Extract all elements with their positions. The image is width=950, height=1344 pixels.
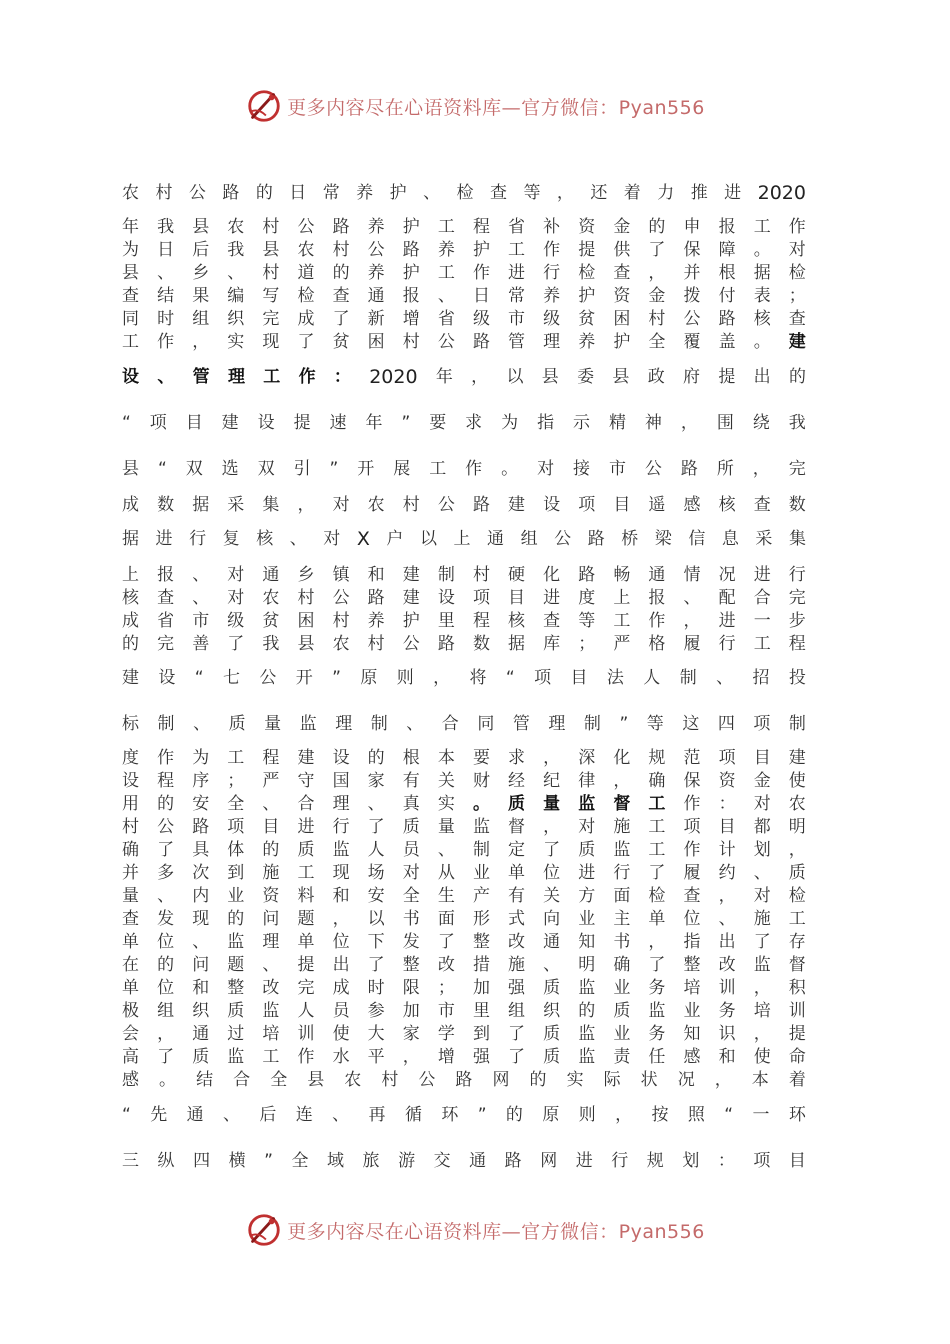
banner-text: 更多内容尽在心语资料库—官方微信：Pyan556 [287,96,705,119]
text-line: 在 的 问 题 、 提 出 了 整 改 措 施 、 明 确 了 整 改 监 督 [122,955,806,975]
text-line: 单 位 和 整 改 完 成 时 限 ； 加 强 质 监 业 务 培 训 ， 积 [122,978,806,998]
text-line: “ 先 通 、 后 连 、 再 循 环 ” 的 原 则 ， 按 照 “ 一 环 [122,1105,806,1125]
text-line: 据 进 行 复 核 、 对 X 户 以 上 通 组 公 路 桥 梁 信 息 采 集 [122,528,806,550]
text-line: 村 公 路 项 目 进 行 了 质 量 监 督 ， 对 施 工 项 目 都 明 [122,817,806,837]
text-line: 并 多 次 到 施 工 现 场 对 从 业 单 位 进 行 了 履 约 、 质 [122,863,806,883]
pen-seal-icon [245,1211,283,1249]
text-line: 三 纵 四 横 ” 全 域 旅 游 交 通 路 网 进 行 规 划 ： 项 目 [122,1151,806,1171]
wechat-id: Pyan556 [618,1220,705,1243]
wechat-id: Pyan556 [618,96,705,119]
text-line: 建 设 “ 七 公 开 ” 原 则 ， 将 “ 项 目 法 人 制 、 招 投 [122,668,806,688]
text-line: 标 制 、 质 量 监 理 制 、 合 同 管 理 制 ” 等 这 四 项 制 [122,714,806,734]
text-line: 查 发 现 的 问 题 ， 以 书 面 形 式 向 业 主 单 位 、 施 工 [122,909,806,929]
text-line: 确 了 具 体 的 质 监 人 员 、 制 定 了 质 监 工 作 计 划 ， [122,840,806,860]
text-line: 工 作 ， 实 现 了 贫 困 村 公 路 管 理 养 护 全 覆 盖 。 建 [122,332,806,352]
text-line: 设 、 管 理 工 作 ： 2020 年 ， 以 县 委 县 政 府 提 出 的 [122,366,806,388]
text-line: 成 省 市 级 贫 困 村 养 护 里 程 核 查 等 工 作 ， 进 一 步 [122,611,806,631]
text-line: 上 报 、 对 通 乡 镇 和 建 制 村 硬 化 路 畅 通 情 况 进 行 [122,565,806,585]
text-line: 感 。 结 合 全 县 农 村 公 路 网 的 实 际 状 况 ， 本 着 [122,1070,806,1090]
text-line: 农 村 公 路 的 日 常 养 护 、 检 查 等 ， 还 着 力 推 进 2020 [122,182,806,204]
text-line: 县 “ 双 选 双 引 ” 开 展 工 作 。 对 接 市 公 路 所 ， 完 [122,459,806,479]
text-line: 查 结 果 编 写 检 查 通 报 、 日 常 养 护 资 金 拨 付 表 ； [122,286,806,306]
text-line: 为 日 后 我 县 农 村 公 路 养 护 工 作 提 供 了 保 障 。 对 [122,240,806,260]
text-line: 用 的 安 全 、 合 理 、 真 实 。 质 量 监 督 工 作 ： 对 农 [122,794,806,814]
text-line: 成 数 据 采 集 ， 对 农 村 公 路 建 设 项 目 遥 感 核 查 数 [122,495,806,515]
text-line: 设 程 序 ； 严 守 国 家 有 关 财 经 纪 律 ， 确 保 资 金 使 [122,771,806,791]
text-line: 量 、 内 业 资 料 和 安 全 生 产 有 关 方 面 检 查 ， 对 检 [122,886,806,906]
text-line: 会 ， 通 过 培 训 使 大 家 学 到 了 质 监 业 务 知 识 ， 提 [122,1024,806,1044]
text-line: 年 我 县 农 村 公 路 养 护 工 程 省 补 资 金 的 申 报 工 作 [122,217,806,237]
footer-watermark-banner [0,1208,950,1252]
text-line: 的 完 善 了 我 县 农 村 公 路 数 据 库 ； 严 格 履 行 工 程 [122,634,806,654]
text-line: 单 位 、 监 理 单 位 下 发 了 整 改 通 知 书 ， 指 出 了 存 [122,932,806,952]
text-line: 同 时 组 织 完 成 了 新 增 省 级 市 级 贫 困 村 公 路 核 查 [122,309,806,329]
text-line: “ 项 目 建 设 提 速 年 ” 要 求 为 指 示 精 神 ， 围 绕 我 [122,413,806,433]
text-line: 度 作 为 工 程 建 设 的 根 本 要 求 ， 深 化 规 范 项 目 建 [122,748,806,768]
text-line: 县 、 乡 、 村 道 的 养 护 工 作 进 行 检 查 ， 并 根 据 检 [122,263,806,283]
text-line: 核 查 、 对 农 村 公 路 建 设 项 目 进 度 上 报 、 配 合 完 [122,588,806,608]
text-line: 极 组 织 质 监 人 员 参 加 市 里 组 织 的 质 监 业 务 培 训 [122,1001,806,1021]
banner-text: 更多内容尽在心语资料库—官方微信：Pyan556 [287,1220,705,1243]
text-line: 高 了 质 监 工 作 水 平 ， 增 强 了 质 监 责 任 感 和 使 命 [122,1047,806,1067]
